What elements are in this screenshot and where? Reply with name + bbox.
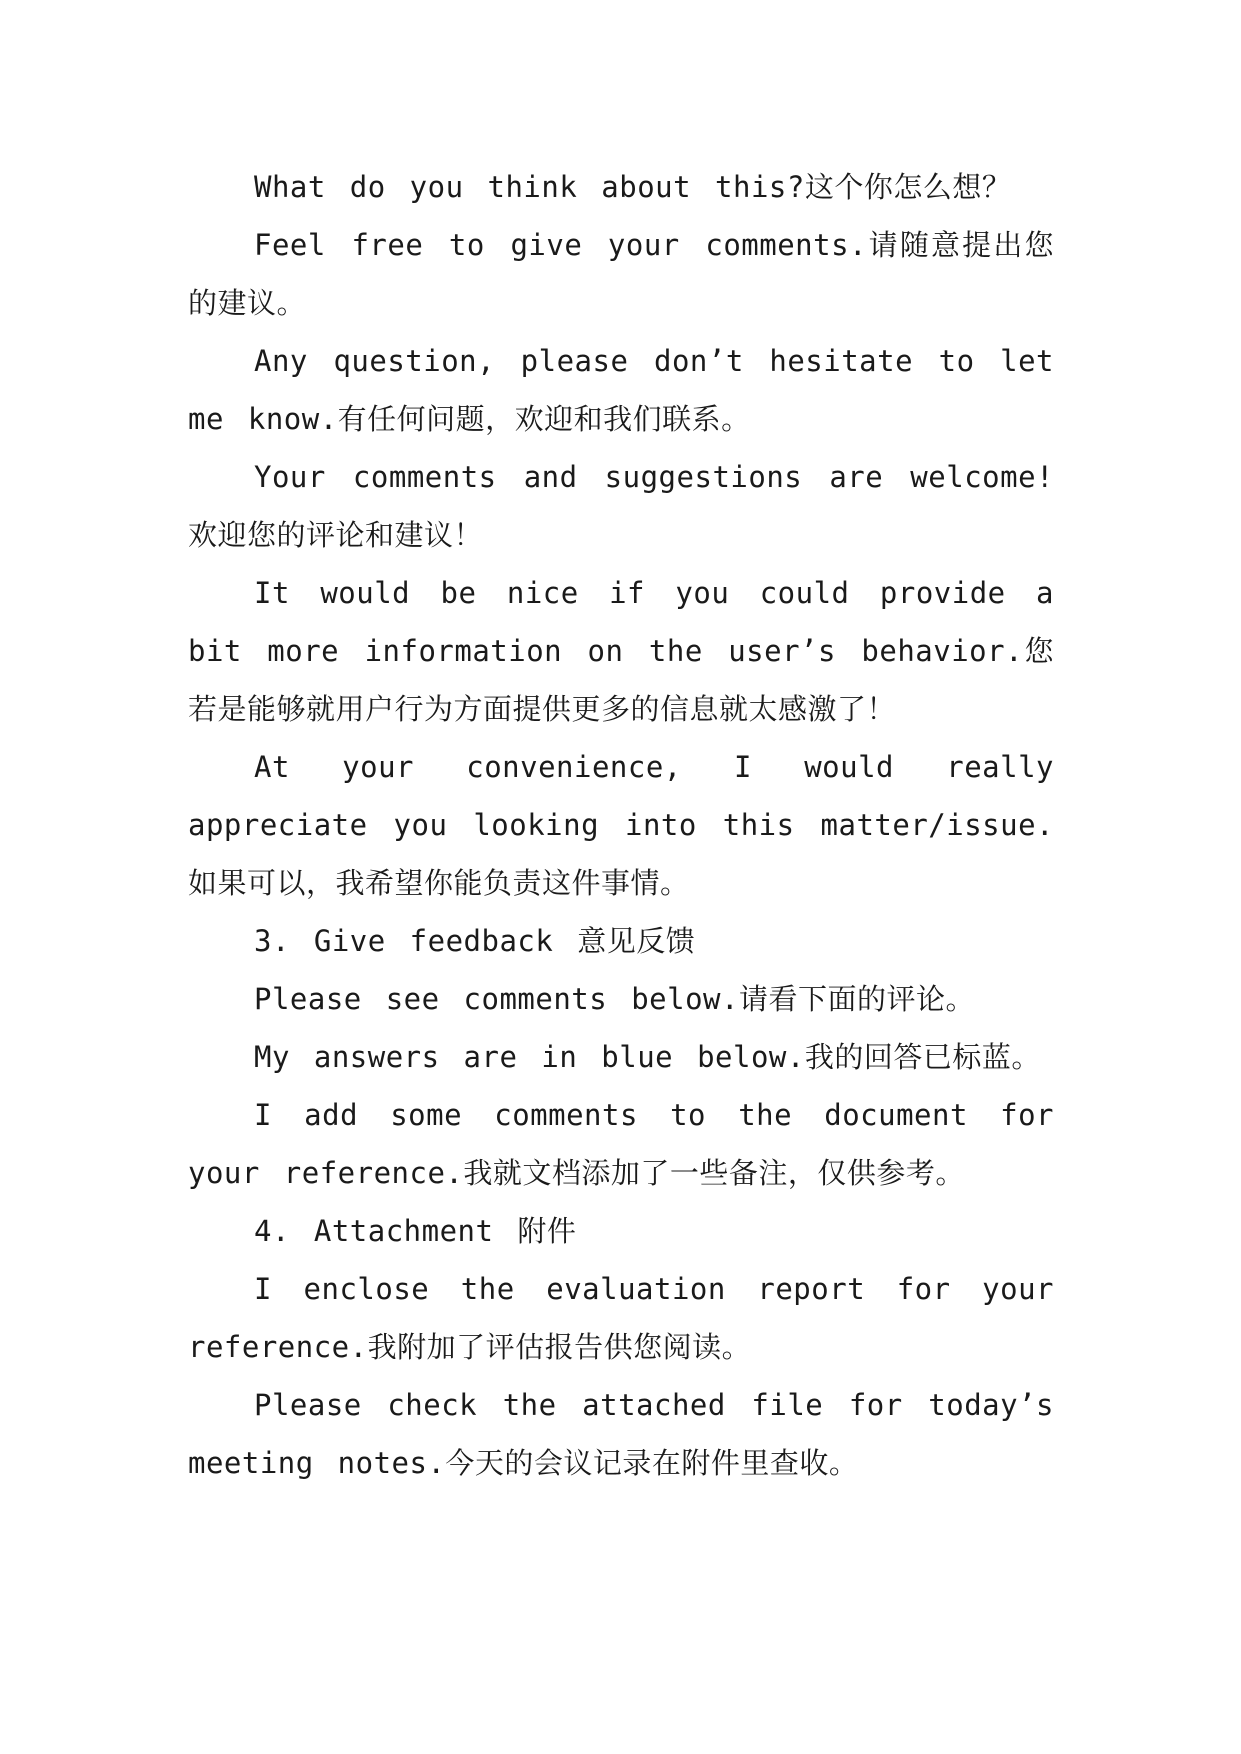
section-heading-attachment: 4. Attachment 附件	[254, 1214, 577, 1248]
paragraph: Please check the attached file for today’s meeting notes.今天的会议记录在附件里查收。	[188, 1388, 1054, 1480]
paragraph: Please see comments below.请看下面的评论。	[254, 982, 975, 1016]
paragraph: It would be nice if you could provide a bit more information on the user’s behavior.您若是能够就用户行为方面提供更多的信息就太感激了！	[188, 576, 1054, 726]
paragraph: I add some comments to the document for your reference.我就文档添加了一些备注，仅供参考。	[188, 1098, 1054, 1190]
paragraph: Your comments and suggestions are welcome!欢迎您的评论和建议！	[188, 460, 1054, 552]
document-body	[188, 158, 1054, 1492]
paragraph: Any question, please don’t hesitate to let me know.有任何问题，欢迎和我们联系。	[188, 344, 1054, 436]
paragraph: At your convenience, I would really appreciate you looking into this matter/issue.如果可以，我希望你能负责这件事情。	[188, 750, 1054, 900]
paragraph: I enclose the evaluation report for your reference.我附加了评估报告供您阅读。	[188, 1272, 1054, 1364]
paragraph: Feel free to give your comments.请随意提出您的建议。	[188, 228, 1054, 320]
section-heading-feedback: 3. Give feedback 意见反馈	[254, 924, 696, 958]
paragraph: My answers are in blue below.我的回答已标蓝。	[254, 1040, 1041, 1074]
paragraph: What do you think about this?这个你怎么想？	[254, 170, 1012, 204]
